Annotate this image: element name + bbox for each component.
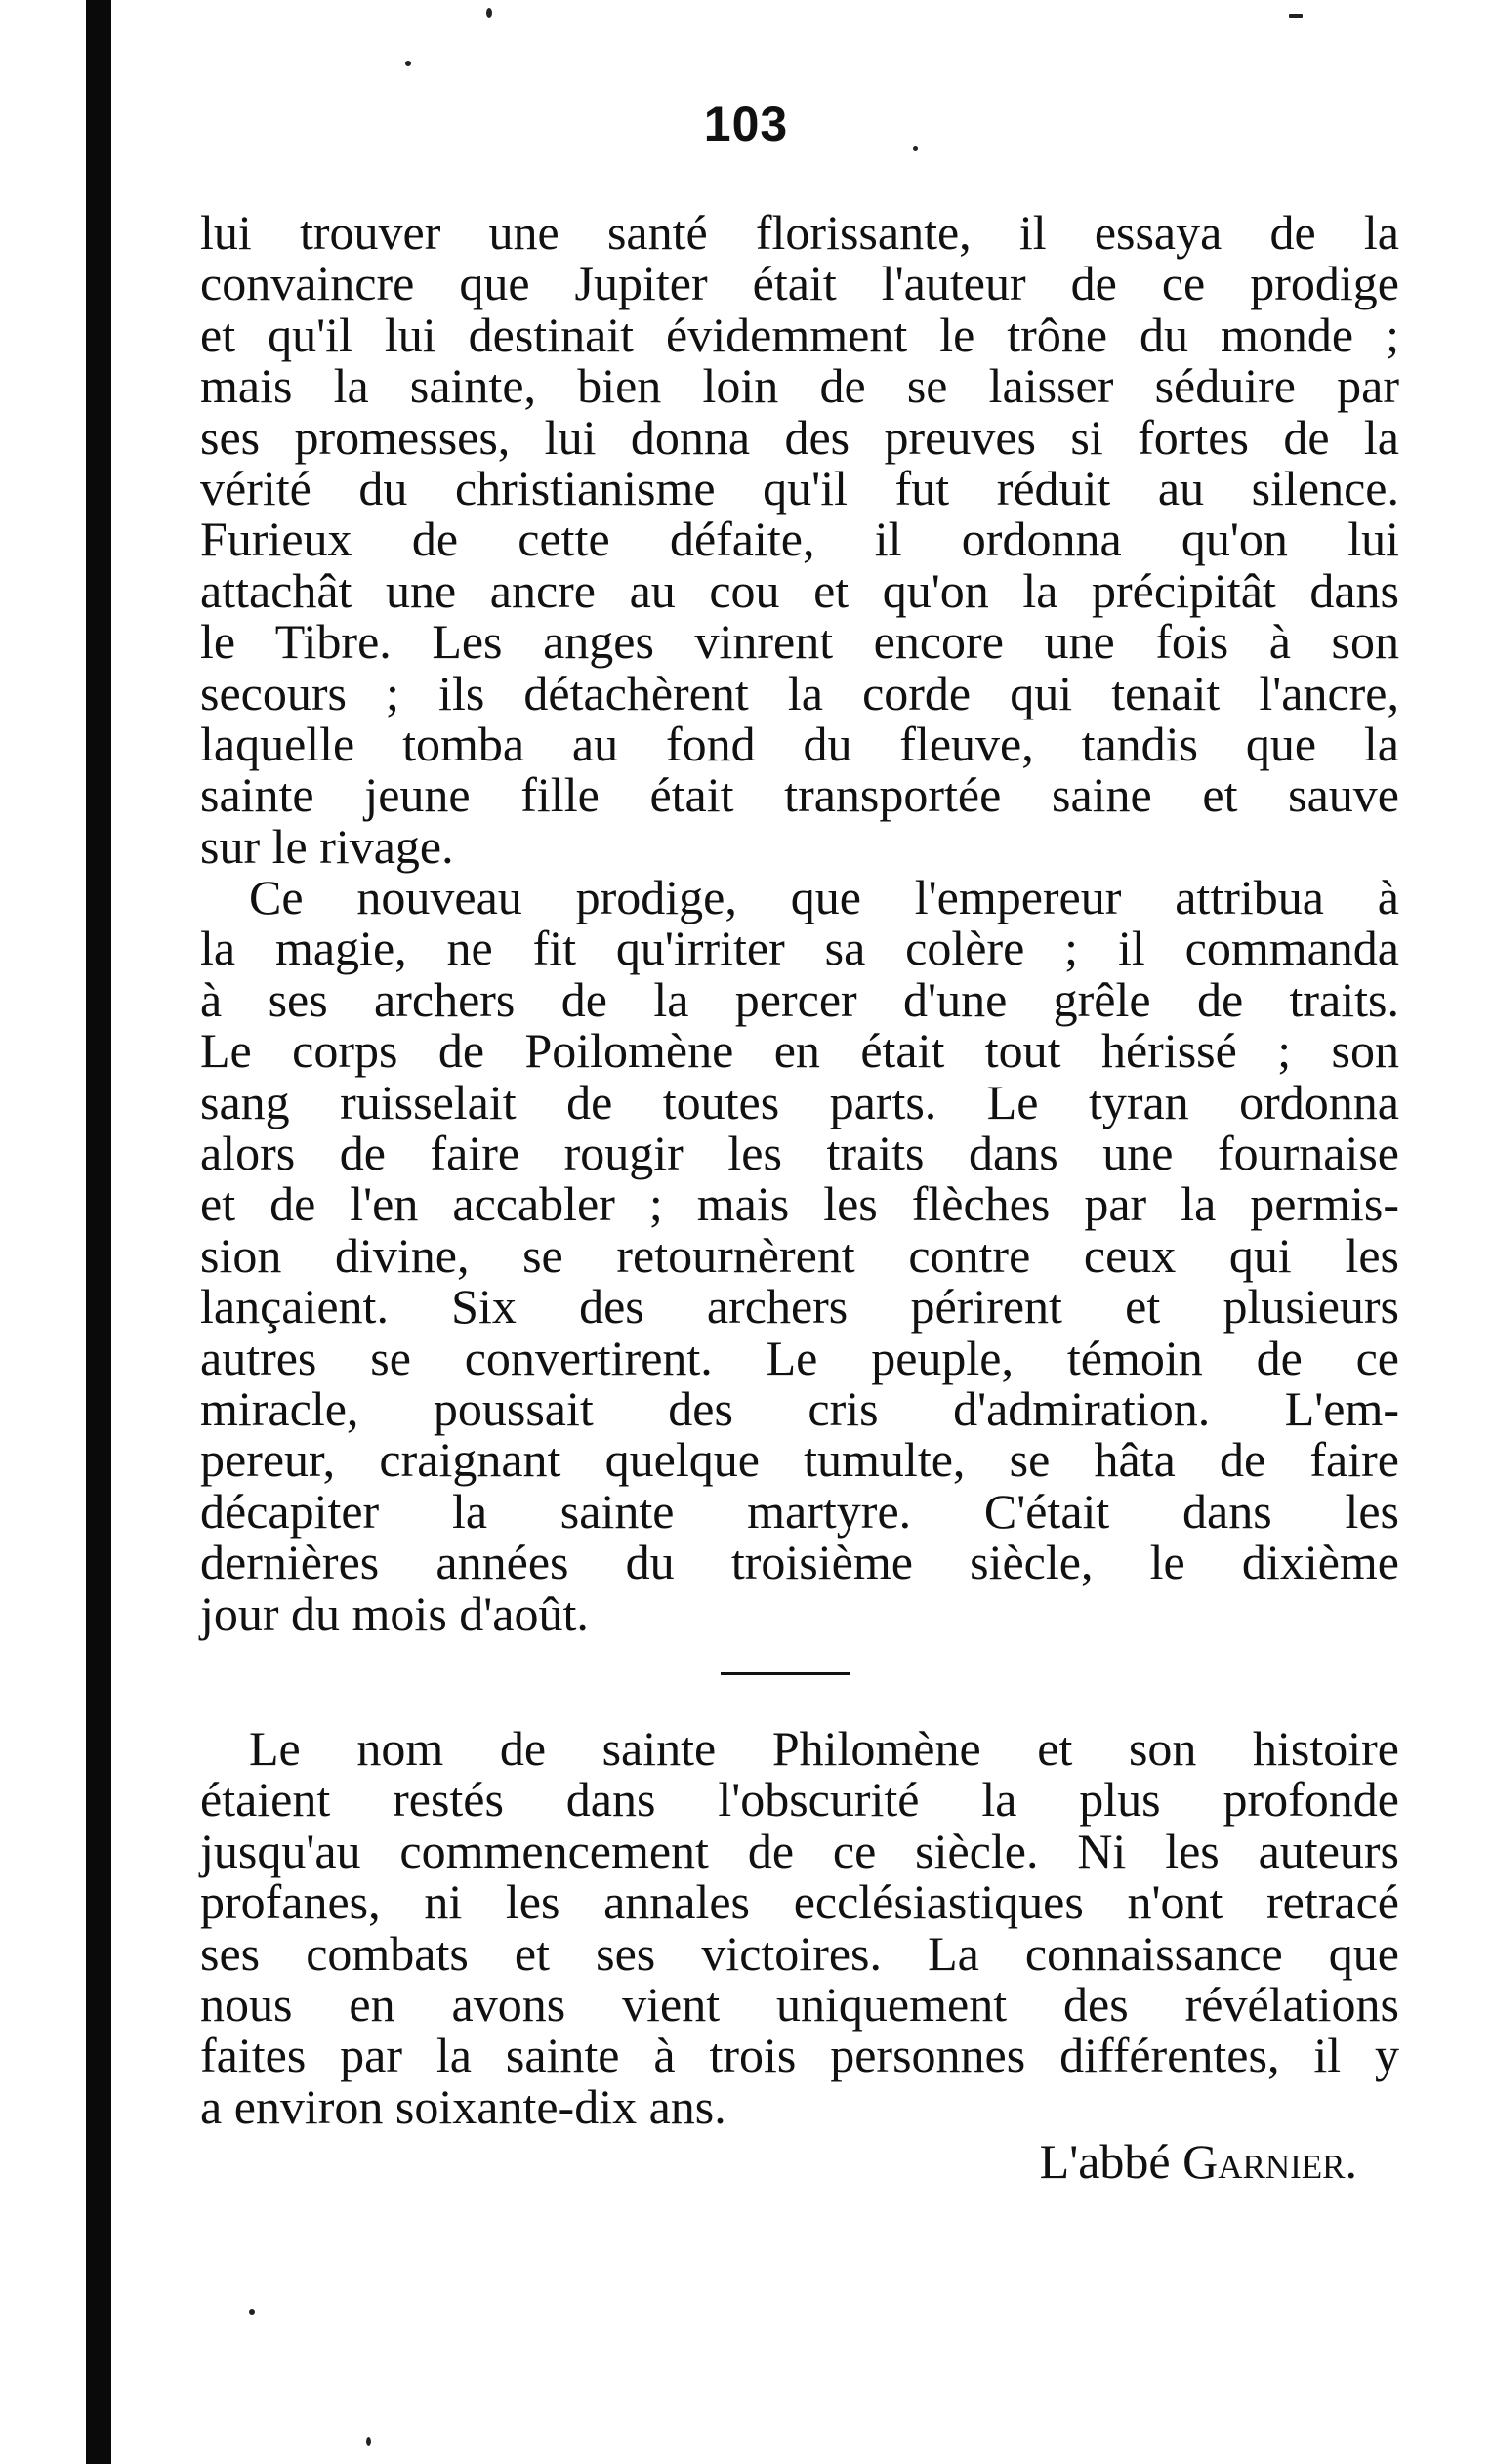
text-line: sang ruisselait de toutes parts. Le tyran ordonna xyxy=(200,1074,1399,1129)
text-line: faites par la sainte à trois personnes différentes, il y xyxy=(200,2028,1399,2083)
text-line: la magie, ne fit qu'irriter sa colère ; il commanda xyxy=(200,921,1399,976)
text-line: Le corps de Poilomène en était tout hérissé ; son xyxy=(200,1023,1399,1079)
text-line: lançaient. Six des archers périrent et plusieurs xyxy=(200,1279,1399,1335)
text-line: et qu'il lui destinait évidemment le trône du monde ; xyxy=(200,307,1399,362)
text-line: secours ; ils détachèrent la corde qui tenait l'ancre, xyxy=(200,665,1399,720)
text-line: lui trouver une santé florissante, il essaya de la xyxy=(200,205,1399,260)
binding-edge xyxy=(86,0,111,2464)
ink-speck xyxy=(405,61,411,66)
text-line: miracle, poussait des cris d'admiration. L'em- xyxy=(200,1380,1399,1436)
closing-text xyxy=(200,1723,1399,2132)
ink-speck xyxy=(366,2437,371,2446)
text-line: ses promesses, lui donna des preuves si fortes de la xyxy=(200,409,1399,465)
text-line: alors de faire rougir les traits dans une fournaise xyxy=(200,1126,1399,1181)
text-line: autres se convertirent. Le peuple, témoin de ce xyxy=(200,1330,1399,1385)
text-line: étaient restés dans l'obscurité la plus profonde xyxy=(200,1772,1399,1827)
text-line: vérité du christianisme qu'il fut réduit au silence. xyxy=(200,460,1399,515)
ink-speck xyxy=(1289,14,1303,18)
text-line: mais la sainte, bien loin de se laisser séduire par xyxy=(200,358,1399,414)
text-line: convaincre que Jupiter était l'auteur de ce prodige xyxy=(200,256,1399,311)
text-line: Ce nouveau prodige, que l'empereur attribua à xyxy=(249,870,1399,925)
text-line: et de l'en accabler ; mais les flèches par la permis- xyxy=(200,1176,1399,1232)
text-line: jusqu'au commencement de ce siècle. Ni les auteurs xyxy=(200,1823,1399,1878)
text-line: sur le rivage. xyxy=(200,818,454,874)
text-line: dernières années du troisième siècle, le dixième xyxy=(200,1535,1399,1590)
text-line: le Tibre. Les anges vinrent encore une fois à son xyxy=(200,614,1399,670)
page-number: 103 xyxy=(703,97,789,151)
signature-prefix: L'abbé xyxy=(1039,2134,1183,2189)
section-divider xyxy=(721,1672,850,1675)
ink-speck xyxy=(486,8,492,18)
text-line: à ses archers de la percer d'une grêle de traits. xyxy=(200,971,1399,1027)
text-line: Le nom de sainte Philomène et son histoire xyxy=(249,1721,1399,1776)
text-line: sainte jeune fille était transportée saine et sauve xyxy=(200,767,1399,823)
text-line: jour du mois d'août. xyxy=(200,1585,589,1641)
text-line: Furieux de cette défaite, il ordonna qu'on lui xyxy=(200,512,1399,567)
text-line: profanes, ni les annales ecclésiastiques n'ont retracé xyxy=(200,1874,1399,1930)
main-text xyxy=(200,207,1399,1639)
signature-name: Garnier. xyxy=(1182,2134,1357,2189)
text-line: laquelle tomba au fond du fleuve, tandis que la xyxy=(200,716,1399,771)
signature xyxy=(1040,2133,1357,2190)
text-line: attachât une ancre au cou et qu'on la précipitât dans xyxy=(200,562,1399,618)
text-line: décapiter la sainte martyre. C'était dans les xyxy=(200,1483,1399,1539)
text-line: nous en avons vient uniquement des révélations xyxy=(200,1976,1399,2032)
text-line: ses combats et ses victoires. La connaissance que xyxy=(200,1925,1399,1981)
text-line: sion divine, se retournèrent contre ceux qui les xyxy=(200,1227,1399,1283)
text-line: pereur, craignant quelque tumulte, se hâta de faire xyxy=(200,1432,1399,1488)
text-line: a environ soixante-dix ans. xyxy=(200,2078,726,2134)
ink-speck xyxy=(249,2309,255,2315)
